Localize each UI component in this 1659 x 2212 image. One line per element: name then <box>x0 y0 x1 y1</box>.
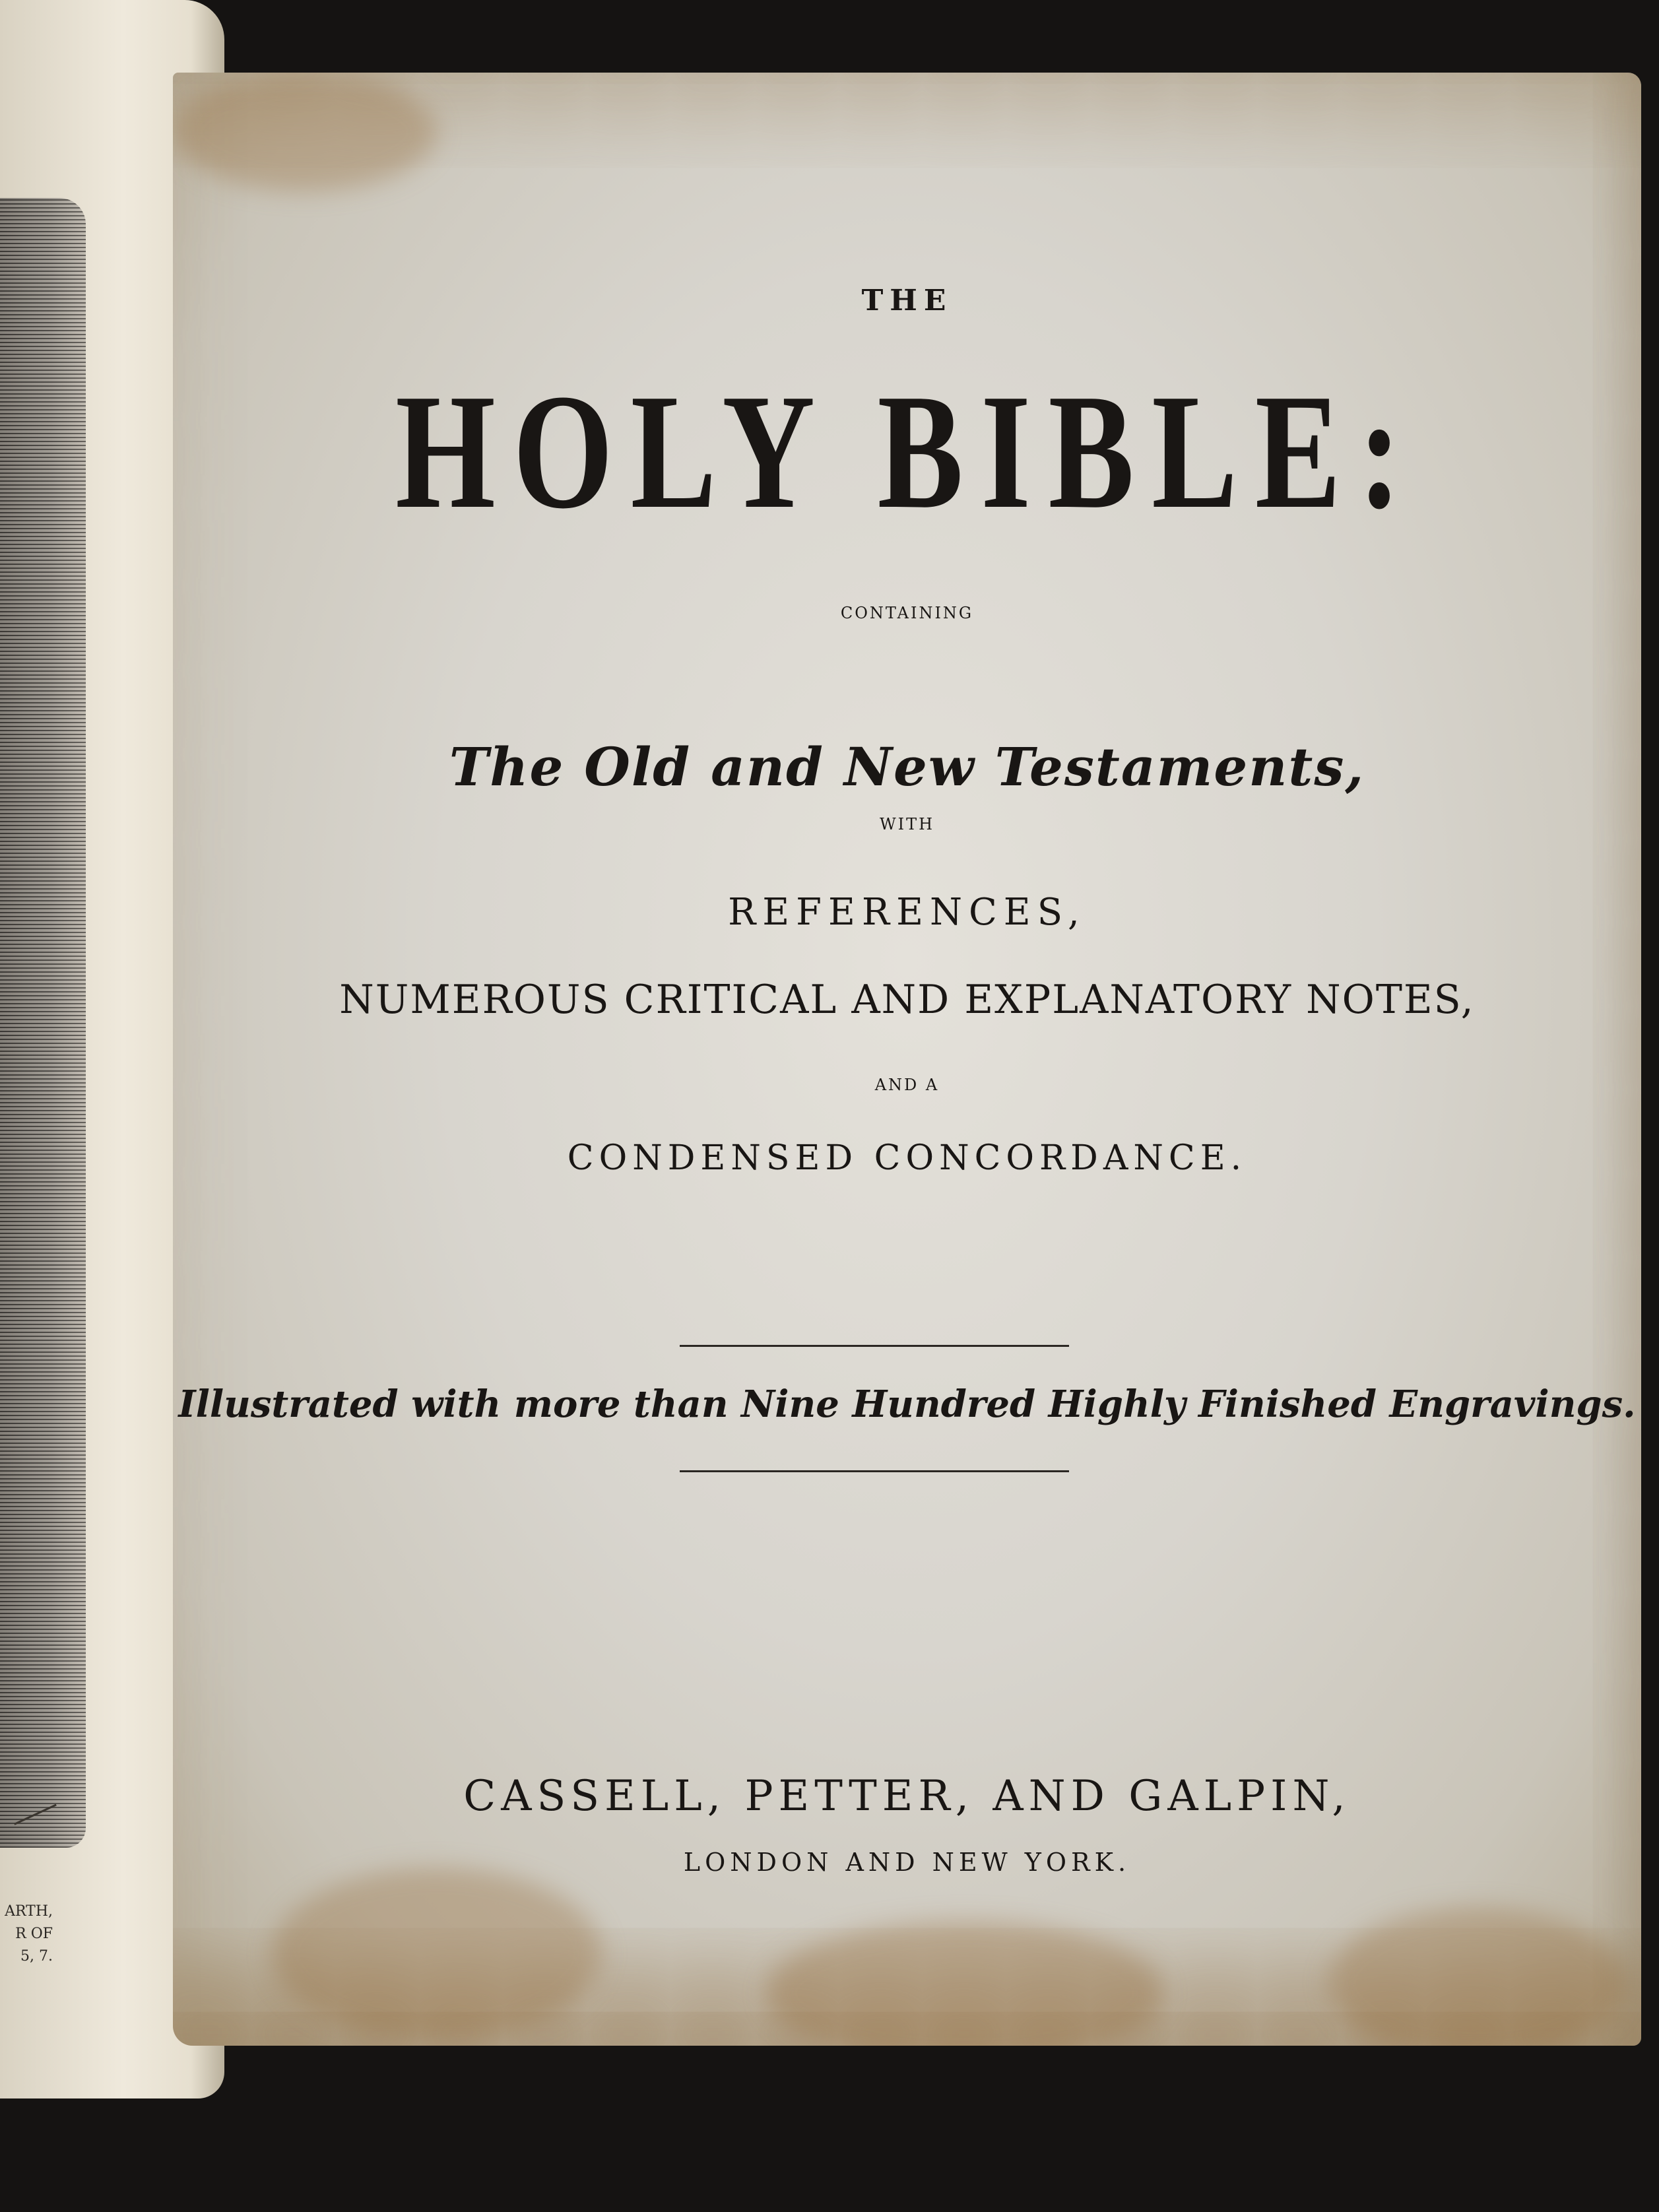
concordance-heading: CONDENSED CONCORDANCE. <box>567 1138 1247 1178</box>
divider-rule <box>680 1470 1069 1472</box>
caption-line: 5, 7. <box>20 1948 53 1965</box>
age-stain <box>272 1868 602 2039</box>
publisher-name: CASSELL, PETTER, AND GALPIN, <box>463 1772 1351 1821</box>
caption-line: ARTH, <box>5 1903 53 1920</box>
main-title: HOLY BIBLE: <box>395 360 1419 543</box>
engraving-illustration <box>0 198 86 1848</box>
age-stain <box>1328 1907 1625 2046</box>
references-heading: REFERENCES, <box>728 891 1086 934</box>
testaments-subtitle: The Old and New Testaments, <box>449 736 1365 798</box>
illustrated-note: Illustrated with more than Nine Hundred Highly Finished Engravings. <box>178 1382 1636 1426</box>
age-stain <box>767 1920 1163 2046</box>
notes-heading: NUMEROUS CRITICAL AND EXPLANATORY NOTES, <box>339 977 1475 1023</box>
title-page <box>173 73 1641 2046</box>
and-a-label: AND A <box>874 1076 940 1094</box>
divider-rule <box>680 1345 1069 1347</box>
containing-label: CONTAINING <box>840 604 974 622</box>
publisher-location: LONDON AND NEW YORK. <box>683 1848 1131 1877</box>
title-article: THE <box>861 284 953 317</box>
facing-page-caption <box>0 1901 53 1968</box>
age-stain <box>173 73 437 191</box>
with-label: WITH <box>879 815 935 833</box>
caption-line: R OF <box>15 1926 53 1942</box>
